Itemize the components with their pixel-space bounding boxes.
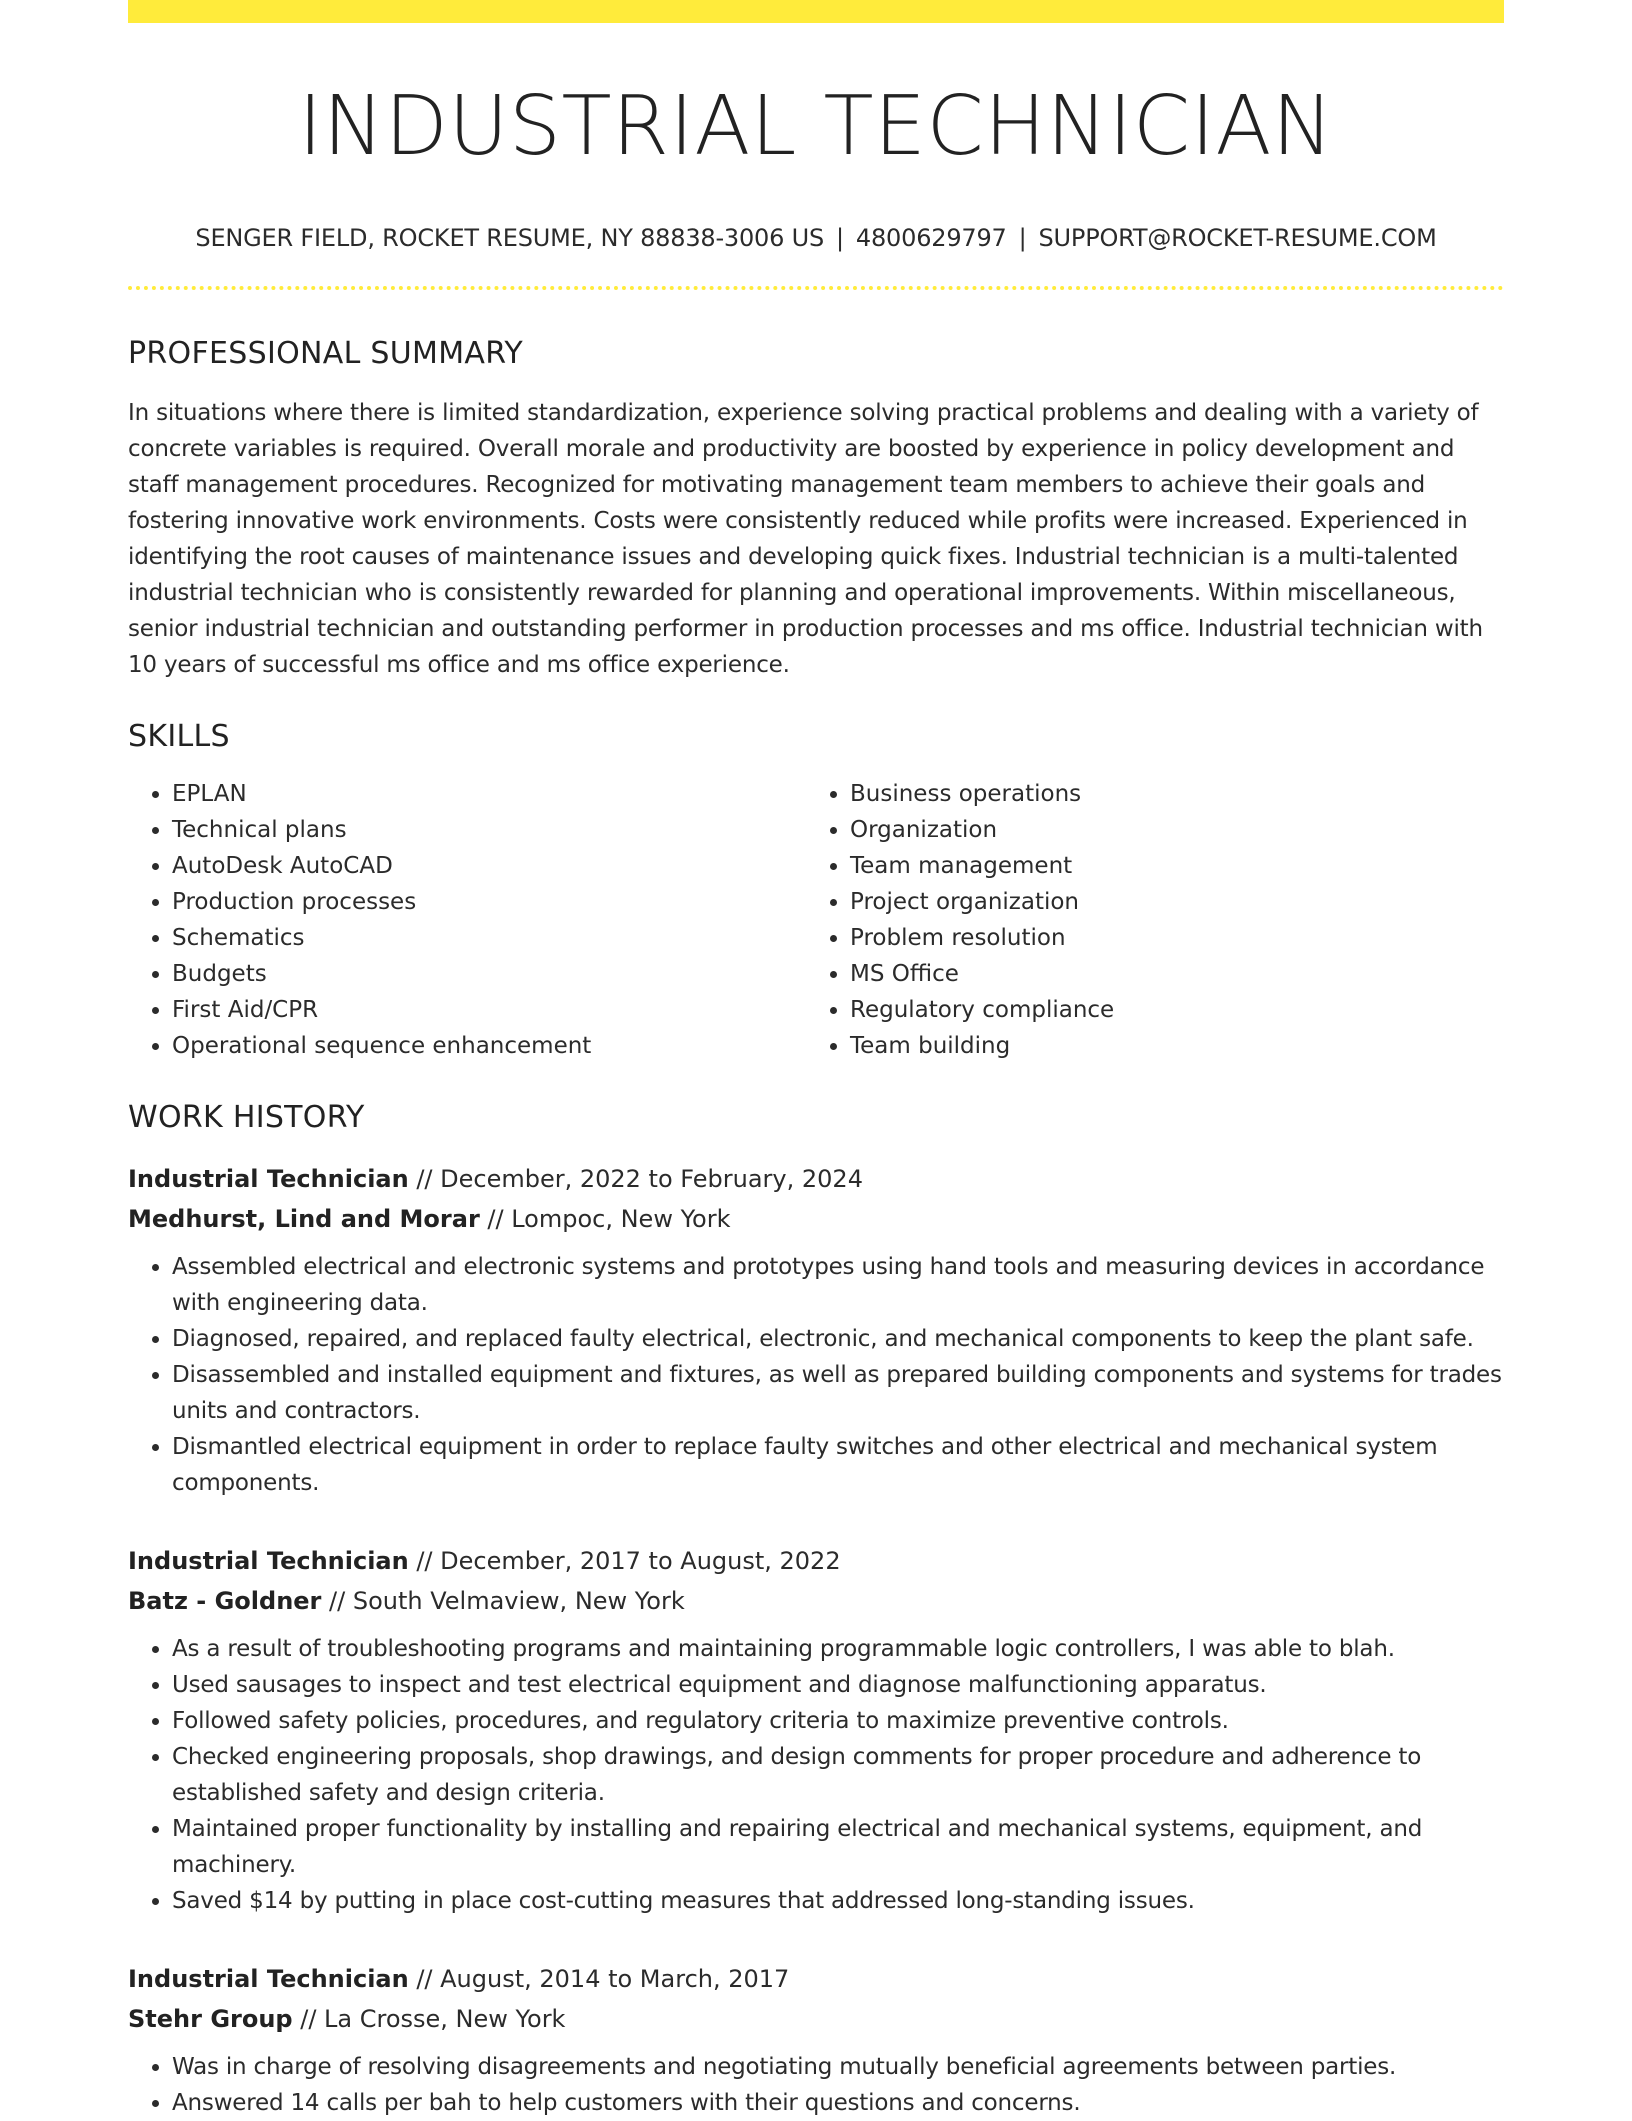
job-title: Industrial Technician bbox=[128, 1547, 409, 1575]
contact-phone: 4800629797 bbox=[855, 224, 1007, 252]
job-bullets bbox=[128, 1249, 1504, 1501]
job-bullet: • Followed safety policies, procedures, and regulatory criteria to maximize preventive controls. bbox=[172, 1703, 1504, 1739]
job-entry bbox=[128, 1159, 1504, 1501]
skill-item: • Project organization bbox=[850, 884, 1484, 920]
skill-item: • AutoDesk AutoCAD bbox=[172, 848, 806, 884]
job-bullet: • Maintained proper functionality by installing and repairing electrical and mechanical systems, equipment, and machinery. bbox=[172, 1811, 1504, 1883]
skill-item: • Production processes bbox=[172, 884, 806, 920]
skill-item: • EPLAN bbox=[172, 776, 806, 812]
skill-item: • Schematics bbox=[172, 920, 806, 956]
job-entry bbox=[128, 1541, 1504, 1919]
job-bullet: • Answered 14 calls per bah to help customers with their questions and concerns. bbox=[172, 2085, 1504, 2121]
job-bullet: • Saved $14 by putting in place cost-cutting measures that addressed long-standing issues. bbox=[172, 1883, 1504, 1919]
skill-item: • MS Office bbox=[850, 956, 1484, 992]
skill-item: • Business operations bbox=[850, 776, 1484, 812]
skill-item: • Team building bbox=[850, 1028, 1484, 1064]
job-title: Industrial Technician bbox=[128, 1165, 409, 1193]
skill-item: • Regulatory compliance bbox=[850, 992, 1484, 1028]
resume-page bbox=[128, 0, 1504, 2121]
job-entry bbox=[128, 1959, 1504, 2121]
contact-line bbox=[128, 224, 1504, 252]
job-location: // South Velmaview, New York bbox=[321, 1587, 685, 1615]
summary-text: In situations where there is limited standardization, experience solving practical problems and dealing with a variety of concrete variables is required. Overall morale and productivity are boosted by experience in policy development and staff management procedures. Recognized for motivating management team members to achieve their goals and fostering innovative work environments. Costs were consistently reduced while profits were increased. Experienced in identifying the root causes of maintenance issues and developing quick fixes. Industrial technician is a multi-talented industrial technician who is consistently rewarded for planning and operational improvements. Within miscellaneous, senior industrial technician and outstanding performer in production processes and ms office. Industrial technician with 10 years of successful ms office and ms office experience. bbox=[128, 400, 1483, 678]
summary-heading: PROFESSIONAL SUMMARY bbox=[128, 336, 524, 371]
job-bullet: • Assembled electrical and electronic systems and prototypes using hand tools and measuring devices in accordance with engineering data. bbox=[172, 1249, 1504, 1321]
contact-separator: | bbox=[1018, 224, 1027, 252]
skills-left-list bbox=[128, 776, 806, 1064]
skills-heading: SKILLS bbox=[128, 719, 230, 754]
job-dates: // December, 2022 to February, 2024 bbox=[408, 1165, 863, 1193]
job-title-line bbox=[128, 1159, 1504, 1199]
skill-item: • Team management bbox=[850, 848, 1484, 884]
work-history-heading: WORK HISTORY bbox=[128, 1100, 365, 1135]
skill-item: • Budgets bbox=[172, 956, 806, 992]
job-bullet: • Was in charge of resolving disagreements and negotiating mutually beneficial agreements between parties. bbox=[172, 2049, 1504, 2085]
job-bullet: • Dismantled electrical equipment in order to replace faulty switches and other electrical and mechanical system components. bbox=[172, 1429, 1504, 1501]
job-bullet: • As a result of troubleshooting programs and maintaining programmable logic controllers, I was able to blah. bbox=[172, 1631, 1504, 1667]
skill-item: • Problem resolution bbox=[850, 920, 1484, 956]
contact-separator: | bbox=[836, 224, 844, 252]
job-company: Batz - Goldner bbox=[128, 1587, 322, 1615]
job-company-line bbox=[128, 1581, 1504, 1621]
skill-item: • Organization bbox=[850, 812, 1484, 848]
job-title-line bbox=[128, 1959, 1504, 1999]
job-bullet: • Checked engineering proposals, shop drawings, and design comments for proper procedure and adherence to established safety and design criteria. bbox=[172, 1739, 1504, 1811]
job-bullet: • Diagnosed, repaired, and replaced faulty electrical, electronic, and mechanical components to keep the plant safe. bbox=[172, 1321, 1504, 1357]
job-location: // La Crosse, New York bbox=[292, 2005, 566, 2033]
top-accent-bar bbox=[128, 0, 1504, 23]
skill-item: • First Aid/CPR bbox=[172, 992, 806, 1028]
job-dates: // December, 2017 to August, 2022 bbox=[408, 1547, 841, 1575]
dotted-divider bbox=[128, 286, 1504, 290]
job-title-line bbox=[128, 1541, 1504, 1581]
job-bullets bbox=[128, 1631, 1504, 1919]
skills-columns bbox=[128, 776, 1504, 1064]
contact-address: SENGER FIELD, ROCKET RESUME, NY 88838-3006 US bbox=[195, 224, 825, 252]
skill-item: • Operational sequence enhancement bbox=[172, 1028, 806, 1064]
skills-right-list bbox=[806, 776, 1484, 1064]
job-bullet: • Disassembled and installed equipment and fixtures, as well as prepared building components and systems for trades units and contractors. bbox=[172, 1357, 1504, 1429]
resume-title: INDUSTRIAL TECHNICIAN bbox=[298, 79, 1334, 174]
job-bullets bbox=[128, 2049, 1504, 2121]
job-company-line bbox=[128, 1999, 1504, 2039]
job-bullet: • Used sausages to inspect and test electrical equipment and diagnose malfunctioning apparatus. bbox=[172, 1667, 1504, 1703]
job-company: Stehr Group bbox=[128, 2005, 293, 2033]
job-company-line bbox=[128, 1199, 1504, 1239]
job-location: // Lompoc, New York bbox=[479, 1205, 731, 1233]
job-company: Medhurst, Lind and Morar bbox=[128, 1205, 480, 1233]
job-dates: // August, 2014 to March, 2017 bbox=[408, 1965, 790, 1993]
skill-item: • Technical plans bbox=[172, 812, 806, 848]
contact-email: SUPPORT@ROCKET-RESUME.COM bbox=[1038, 224, 1437, 252]
job-title: Industrial Technician bbox=[128, 1965, 409, 1993]
